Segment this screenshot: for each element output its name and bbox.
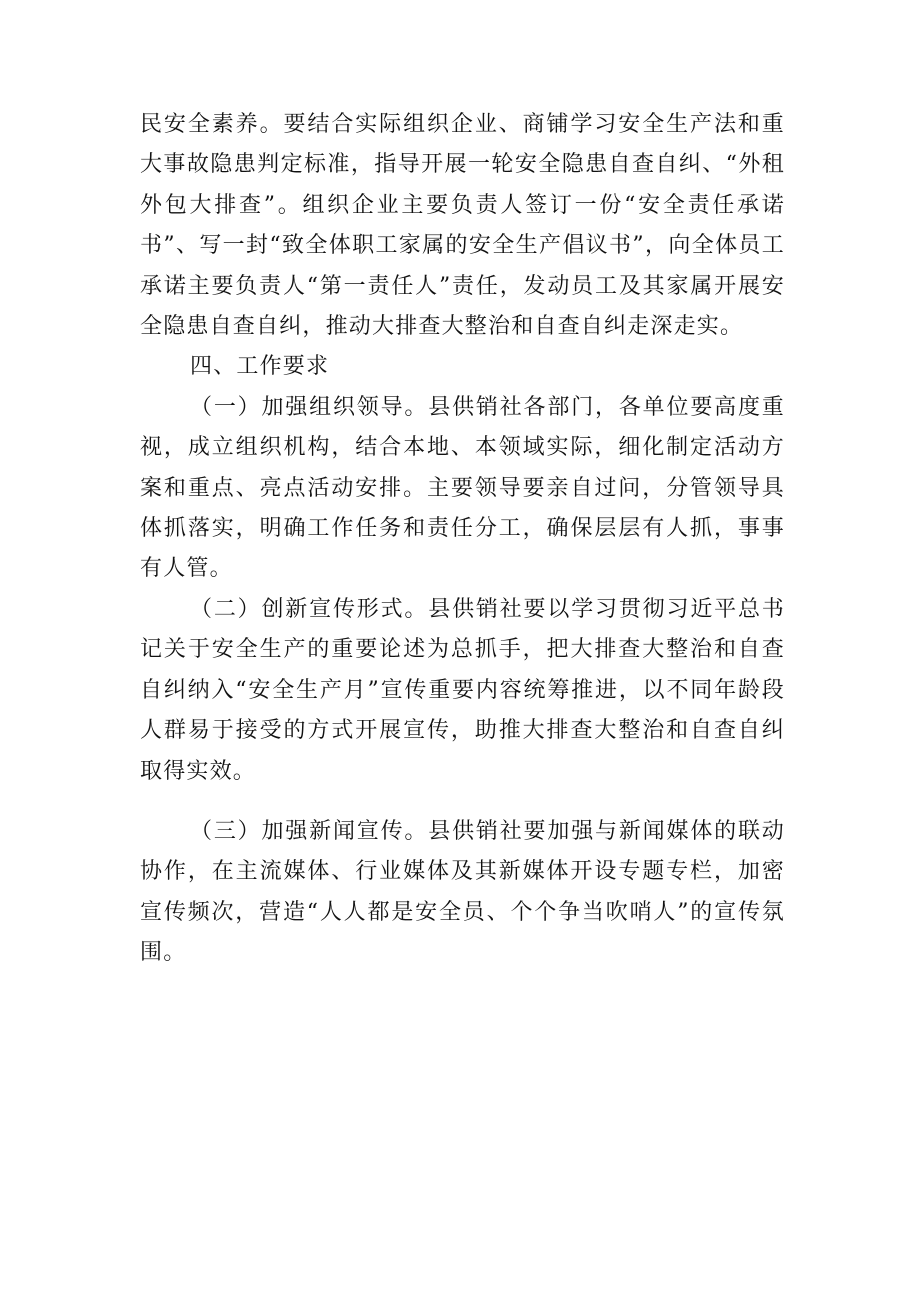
paragraph-continuation: 民安全素养。要结合实际组织企业、商铺学习安全生产法和重大事故隐患判定标准，指导开展一轮安全隐患自查自纠、“外租外包大排查”。组织企业主要负责人签订一份“安全责任承诺书”、写一封“致全体职工家属的安全生产倡议书”，向全体员工承诺主要负责人“第一责任人”责任，发动员工及其家属开展安全隐患自查自纠，推动大排查大整治和自查自纠走深走实。 bbox=[140, 112, 785, 340]
document-body bbox=[140, 105, 785, 974]
paragraph-news-publicity: （三）加强新闻宣传。县供销社要加强与新闻媒体的联动协作，在主流媒体、行业媒体及其新媒体开设专题专栏，加密宣传频次，营造“人人都是安全员、个个争当吹哨人”的宣传氛围。 bbox=[140, 818, 785, 966]
paragraph-innovate-publicity: （二）创新宣传形式。县供销社要以学习贯彻习近平总书记关于安全生产的重要论述为总抓手，把大排查大整治和自查自纠纳入“安全生产月”宣传重要内容统筹推进，以不同年龄段人群易于接受的方式开展宣传，助推大排查大整治和自查自纠取得实效。 bbox=[140, 596, 785, 784]
paragraph-organization-leadership: （一）加强组织领导。县供销社各部门，各单位要高度重视，成立组织机构，结合本地、本领域实际，细化制定活动方案和重点、亮点活动安排。主要领导要亲自过问，分管领导具体抓落实，明确工作任务和责任分工，确保层层有人抓，事事有人管。 bbox=[140, 394, 785, 582]
section-heading: 四、工作要求 bbox=[190, 354, 330, 380]
